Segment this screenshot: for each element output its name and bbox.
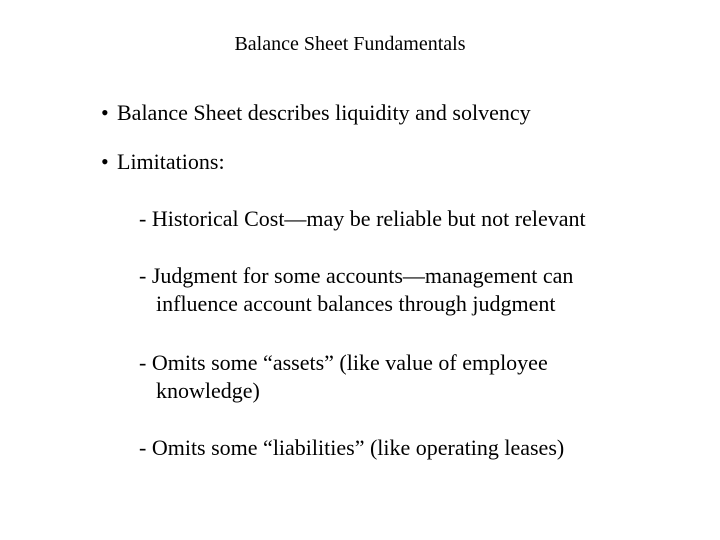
bullet-item-2 <box>101 148 225 176</box>
sub-item-omits-liabilities <box>139 434 564 462</box>
bullet-icon: • <box>101 100 109 125</box>
sub-item-omits-assets <box>139 349 548 405</box>
sub-item-text-continued: influence account balances through judgment <box>156 291 556 316</box>
slide-title: Balance Sheet Fundamentals <box>234 33 466 55</box>
sub-item-text-continued: knowledge) <box>156 378 260 403</box>
sub-item-text: - Judgment for some accounts—management can <box>139 263 574 288</box>
bullet-text: Balance Sheet describes liquidity and solvency <box>117 100 531 125</box>
sub-item-text: - Omits some “assets” (like value of employee <box>139 350 548 375</box>
bullet-icon: • <box>101 149 109 174</box>
sub-item-judgment <box>139 262 573 318</box>
bullet-item-1 <box>101 99 531 127</box>
sub-item-text: - Historical Cost—may be reliable but not relevant <box>139 206 586 231</box>
sub-item-historical-cost <box>139 205 586 233</box>
sub-item-text: - Omits some “liabilities” (like operating leases) <box>139 435 565 460</box>
bullet-text: Limitations: <box>117 149 225 174</box>
